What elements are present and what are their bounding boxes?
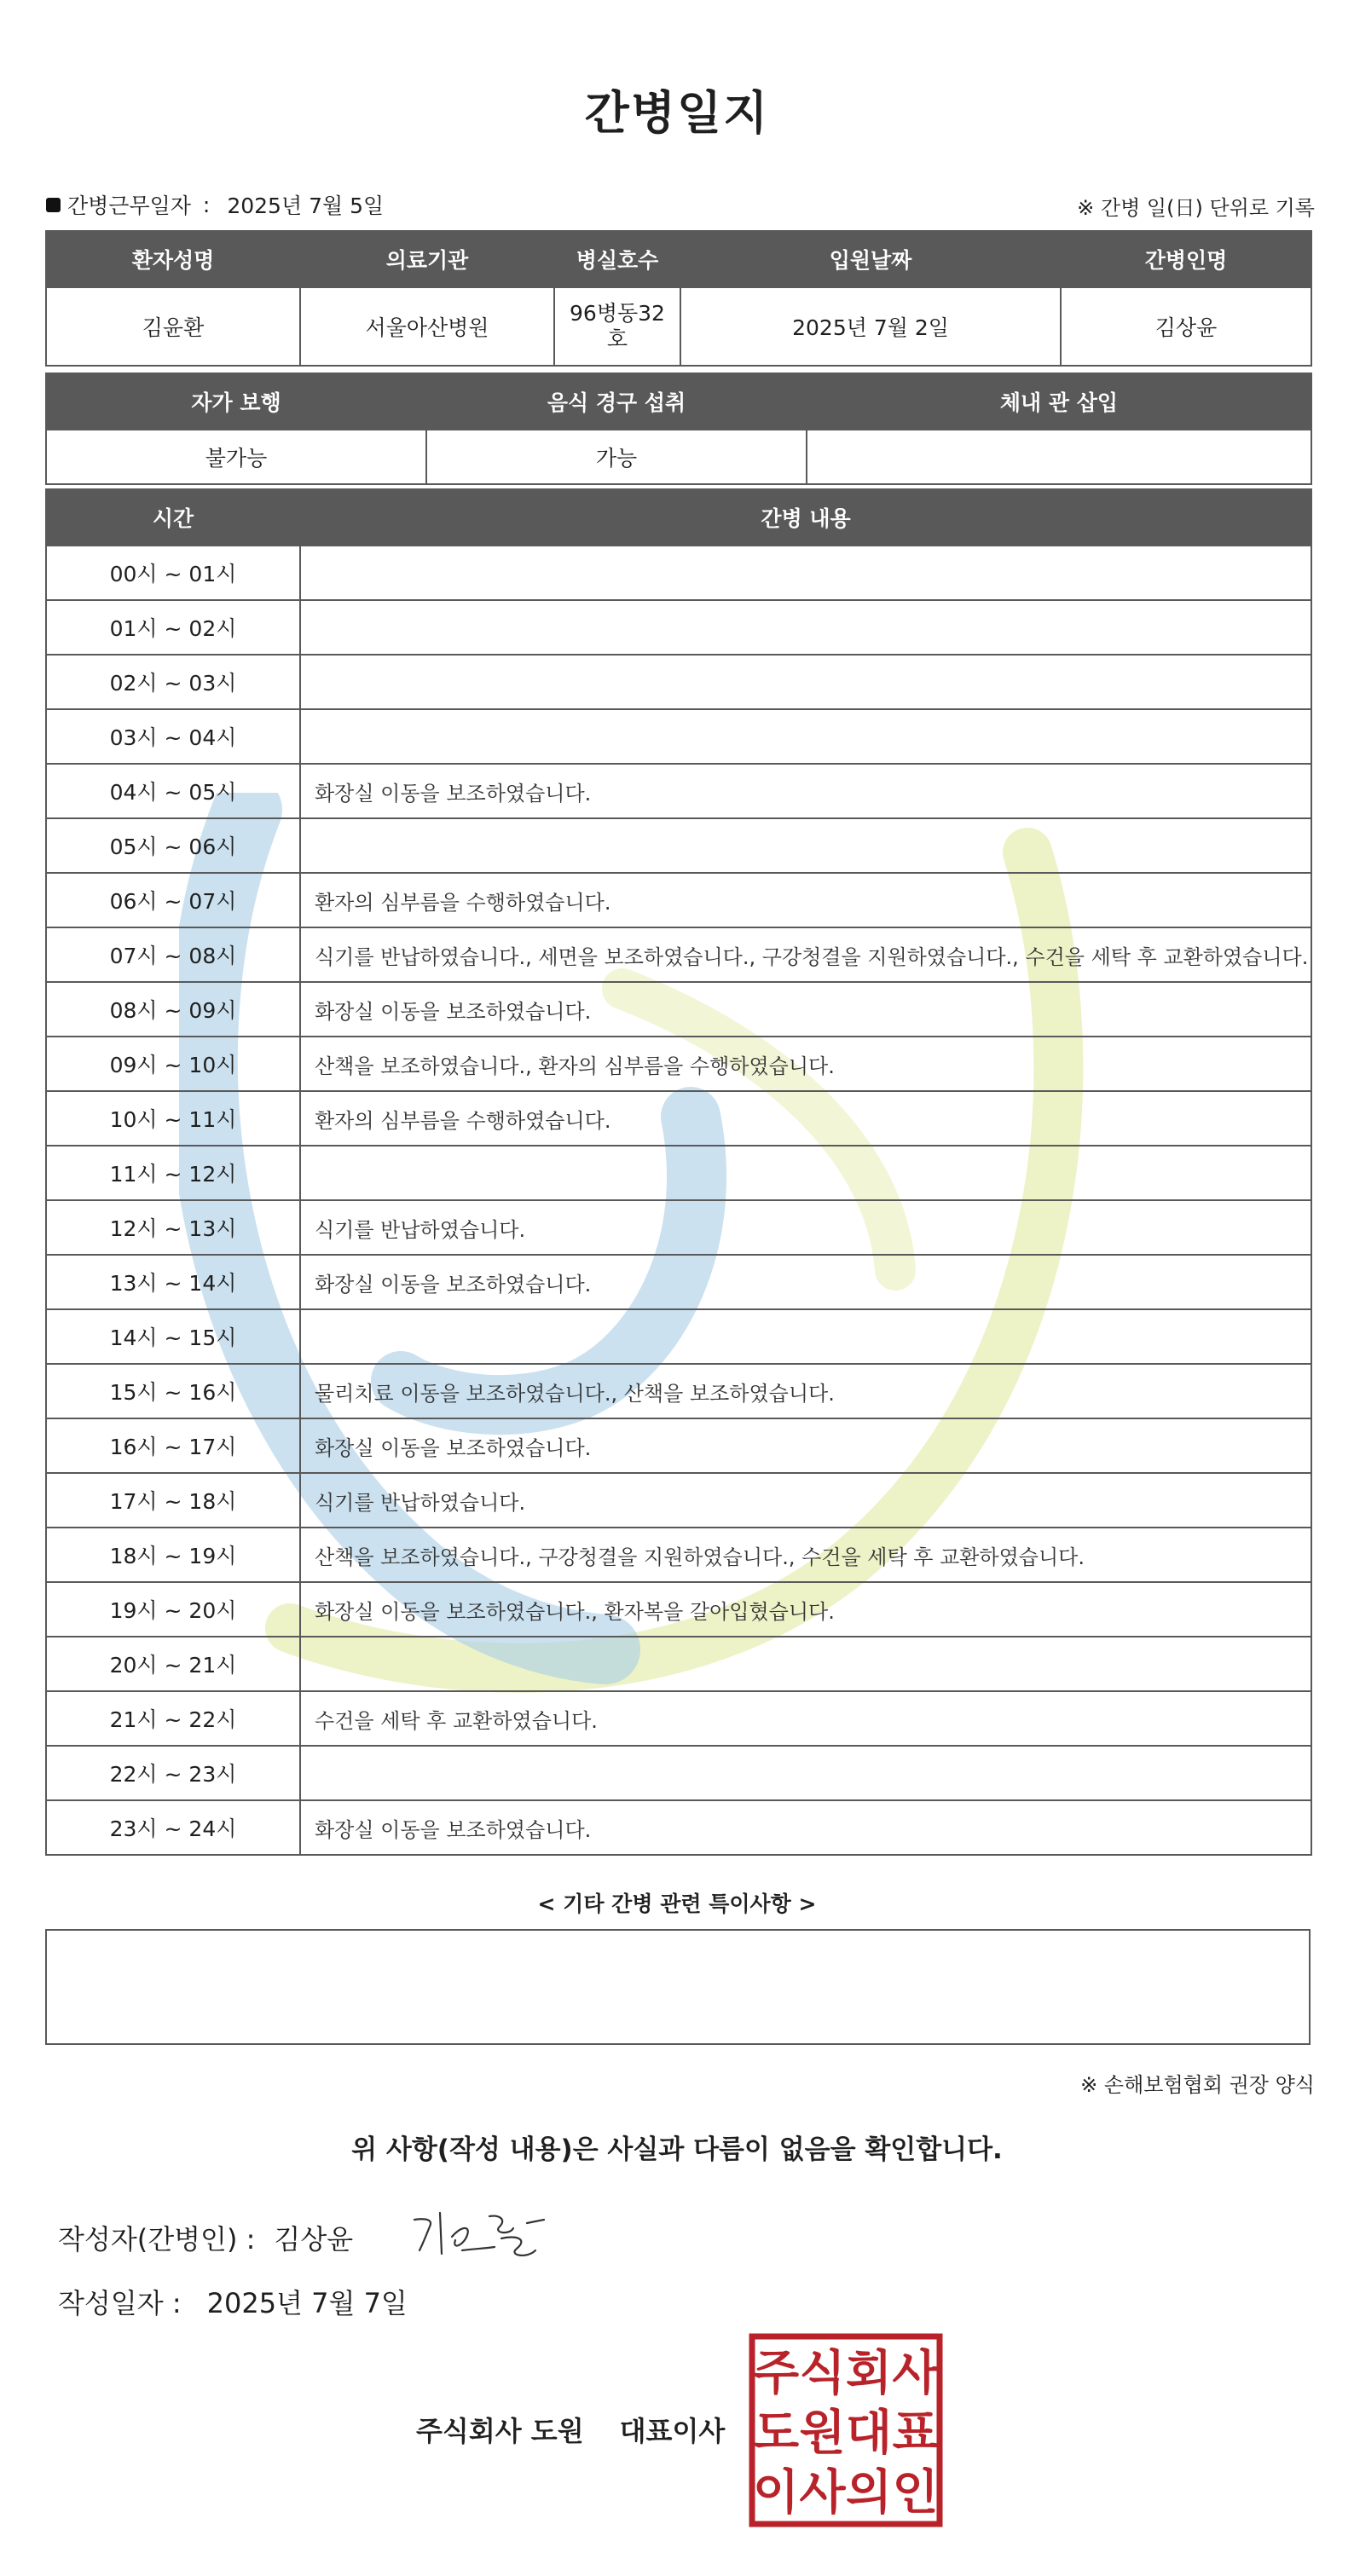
work-date-separator: : bbox=[202, 192, 211, 217]
written-date-value: 2025년 7월 7일 bbox=[206, 2287, 408, 2319]
log-time-cell: 05시 ~ 06시 bbox=[46, 818, 300, 873]
seal-character: 이 bbox=[752, 2465, 800, 2521]
log-time-cell: 17시 ~ 18시 bbox=[46, 1473, 300, 1528]
self-walking-value: 불가능 bbox=[46, 430, 426, 484]
handwritten-signature bbox=[408, 2201, 561, 2269]
log-time-cell: 03시 ~ 04시 bbox=[46, 709, 300, 764]
care-log-row bbox=[46, 1637, 1311, 1691]
care-log-row bbox=[46, 1309, 1311, 1364]
header-care-content: 간병 내용 bbox=[300, 489, 1311, 546]
care-log-row bbox=[46, 1691, 1311, 1746]
log-time-cell: 14시 ~ 15시 bbox=[46, 1309, 300, 1364]
care-log-row bbox=[46, 1582, 1311, 1637]
header-oral-intake: 음식 경구 섭취 bbox=[426, 373, 807, 430]
care-log-row bbox=[46, 1255, 1311, 1309]
log-time-cell: 12시 ~ 13시 bbox=[46, 1200, 300, 1255]
room-number: 96병동32호 bbox=[554, 287, 680, 366]
log-content-cell: 환자의 심부름을 수행하였습니다. bbox=[300, 873, 1311, 927]
log-content-cell bbox=[300, 1637, 1311, 1691]
care-log-row bbox=[46, 1364, 1311, 1418]
patient-info-value-row bbox=[46, 287, 1311, 366]
header-time: 시간 bbox=[46, 489, 300, 546]
admission-date: 2025년 7월 2일 bbox=[680, 287, 1061, 366]
log-time-cell: 23시 ~ 24시 bbox=[46, 1800, 300, 1855]
log-time-cell: 16시 ~ 17시 bbox=[46, 1418, 300, 1473]
oral-intake-value: 가능 bbox=[426, 430, 807, 484]
log-time-cell: 22시 ~ 23시 bbox=[46, 1746, 300, 1800]
patient-status-value-row bbox=[46, 430, 1311, 484]
header-hospital: 의료기관 bbox=[300, 231, 554, 287]
log-time-cell: 07시 ~ 08시 bbox=[46, 927, 300, 982]
care-log-row bbox=[46, 982, 1311, 1037]
log-content-cell: 화장실 이동을 보조하였습니다., 환자복을 갈아입혔습니다. bbox=[300, 1582, 1311, 1637]
hospital-name: 서울아산병원 bbox=[300, 287, 554, 366]
care-log-row bbox=[46, 1800, 1311, 1855]
care-log-row bbox=[46, 546, 1311, 600]
log-time-cell: 10시 ~ 11시 bbox=[46, 1091, 300, 1146]
seal-character: 사 bbox=[799, 2465, 846, 2521]
seal-character: 사 bbox=[892, 2346, 939, 2401]
log-content-cell: 화장실 이동을 보조하였습니다. bbox=[300, 982, 1311, 1037]
log-content-cell bbox=[300, 600, 1311, 655]
log-time-cell: 04시 ~ 05시 bbox=[46, 764, 300, 818]
patient-status-header-row bbox=[46, 373, 1311, 430]
seal-character: 식 bbox=[799, 2346, 846, 2401]
patient-info-table bbox=[45, 230, 1312, 367]
special-notes-box bbox=[45, 1929, 1311, 2045]
care-log-row bbox=[46, 600, 1311, 655]
care-log-row bbox=[46, 1091, 1311, 1146]
company-name: 주식회사 도원 bbox=[416, 2415, 584, 2447]
log-time-cell: 09시 ~ 10시 bbox=[46, 1037, 300, 1091]
written-date-label: 작성일자 : bbox=[58, 2287, 182, 2319]
log-time-cell: 02시 ~ 03시 bbox=[46, 655, 300, 709]
care-log-row bbox=[46, 655, 1311, 709]
log-content-cell: 화장실 이동을 보조하였습니다. bbox=[300, 1255, 1311, 1309]
care-log-row bbox=[46, 873, 1311, 927]
care-log-row bbox=[46, 818, 1311, 873]
care-log-row bbox=[46, 1746, 1311, 1800]
care-log-row bbox=[46, 927, 1311, 982]
care-log-table bbox=[45, 488, 1312, 1856]
care-log-row bbox=[46, 1528, 1311, 1582]
log-content-cell: 수건을 세탁 후 교환하였습니다. bbox=[300, 1691, 1311, 1746]
patient-status-table bbox=[45, 373, 1312, 485]
page-title: 간병일지 bbox=[584, 86, 770, 140]
care-log-header-row bbox=[46, 489, 1311, 546]
log-content-cell bbox=[300, 1146, 1311, 1200]
log-time-cell: 19시 ~ 20시 bbox=[46, 1582, 300, 1637]
seal-character: 대 bbox=[845, 2406, 893, 2461]
company-seal-stamp bbox=[749, 2333, 943, 2527]
log-time-cell: 00시 ~ 01시 bbox=[46, 546, 300, 600]
care-log-row bbox=[46, 1037, 1311, 1091]
log-content-cell bbox=[300, 546, 1311, 600]
seal-character: 주 bbox=[752, 2346, 800, 2401]
log-content-cell: 식기를 반납하였습니다. bbox=[300, 1473, 1311, 1528]
log-time-cell: 06시 ~ 07시 bbox=[46, 873, 300, 927]
log-content-cell: 식기를 반납하였습니다., 세면을 보조하였습니다., 구강청결을 지원하였습니다., 수건을 세탁 후 교환하였습니다. bbox=[300, 927, 1311, 982]
seal-character: 인 bbox=[892, 2465, 939, 2521]
writer-label: 작성자(간병인) : bbox=[58, 2223, 256, 2255]
log-content-cell: 산책을 보조하였습니다., 환자의 심부름을 수행하였습니다. bbox=[300, 1037, 1311, 1091]
header-self-walking: 자가 보행 bbox=[46, 373, 426, 430]
log-content-cell: 물리치료 이동을 보조하였습니다., 산책을 보조하였습니다. bbox=[300, 1364, 1311, 1418]
header-caregiver-name: 간병인명 bbox=[1061, 231, 1311, 287]
log-content-cell bbox=[300, 818, 1311, 873]
square-bullet-icon bbox=[46, 198, 61, 212]
log-time-cell: 08시 ~ 09시 bbox=[46, 982, 300, 1037]
log-content-cell bbox=[300, 1309, 1311, 1364]
log-content-cell: 식기를 반납하였습니다. bbox=[300, 1200, 1311, 1255]
seal-character: 의 bbox=[845, 2465, 893, 2521]
tube-insertion-value bbox=[807, 430, 1311, 484]
log-time-cell: 18시 ~ 19시 bbox=[46, 1528, 300, 1582]
care-log-row bbox=[46, 764, 1311, 818]
log-time-cell: 11시 ~ 12시 bbox=[46, 1146, 300, 1200]
unit-note: ※ 간병 일(日) 단위로 기록 bbox=[1077, 196, 1315, 220]
care-log-row bbox=[46, 1146, 1311, 1200]
seal-character: 회 bbox=[845, 2346, 893, 2401]
work-date-line bbox=[46, 189, 384, 220]
care-log-body bbox=[46, 546, 1311, 1855]
seal-character: 원 bbox=[799, 2406, 846, 2461]
log-content-cell bbox=[300, 709, 1311, 764]
patient-info-header-row bbox=[46, 231, 1311, 287]
log-time-cell: 21시 ~ 22시 bbox=[46, 1691, 300, 1746]
log-time-cell: 15시 ~ 16시 bbox=[46, 1364, 300, 1418]
header-room-number: 병실호수 bbox=[554, 231, 680, 287]
association-form-note: ※ 손해보험협회 권장 양식 bbox=[1080, 2073, 1315, 2097]
log-content-cell: 환자의 심부름을 수행하였습니다. bbox=[300, 1091, 1311, 1146]
header-tube-insertion: 체내 관 삽입 bbox=[807, 373, 1311, 430]
company-line bbox=[416, 2410, 725, 2449]
caregiver-name: 김상윤 bbox=[1061, 287, 1311, 366]
header-admission-date: 입원날짜 bbox=[680, 231, 1061, 287]
writer-name: 김상윤 bbox=[274, 2223, 354, 2255]
log-time-cell: 20시 ~ 21시 bbox=[46, 1637, 300, 1691]
writer-line bbox=[58, 2218, 353, 2257]
care-log-row bbox=[46, 709, 1311, 764]
care-log-row bbox=[46, 1418, 1311, 1473]
special-notes-title: < 기타 간병 관련 특이사항 > bbox=[537, 1892, 817, 1916]
seal-character: 도 bbox=[752, 2406, 800, 2461]
confirmation-statement: 위 사항(작성 내용)은 사실과 다름이 없음을 확인합니다. bbox=[351, 2134, 1003, 2165]
care-log-row bbox=[46, 1473, 1311, 1528]
work-date-value: 2025년 7월 5일 bbox=[227, 193, 385, 218]
log-content-cell: 화장실 이동을 보조하였습니다. bbox=[300, 1800, 1311, 1855]
log-time-cell: 01시 ~ 02시 bbox=[46, 600, 300, 655]
header-patient-name: 환자성명 bbox=[46, 231, 300, 287]
log-content-cell bbox=[300, 1746, 1311, 1800]
log-content-cell bbox=[300, 655, 1311, 709]
written-date-line bbox=[58, 2282, 408, 2321]
work-date-label: 간병근무일자 bbox=[67, 193, 191, 218]
representative-title: 대표이사 bbox=[619, 2415, 726, 2447]
patient-name: 김윤환 bbox=[46, 287, 300, 366]
seal-character: 표 bbox=[892, 2406, 939, 2461]
care-log-row bbox=[46, 1200, 1311, 1255]
log-time-cell: 13시 ~ 14시 bbox=[46, 1255, 300, 1309]
log-content-cell: 산책을 보조하였습니다., 구강청결을 지원하였습니다., 수건을 세탁 후 교환하였습니다. bbox=[300, 1528, 1311, 1582]
log-content-cell: 화장실 이동을 보조하였습니다. bbox=[300, 764, 1311, 818]
log-content-cell: 화장실 이동을 보조하였습니다. bbox=[300, 1418, 1311, 1473]
